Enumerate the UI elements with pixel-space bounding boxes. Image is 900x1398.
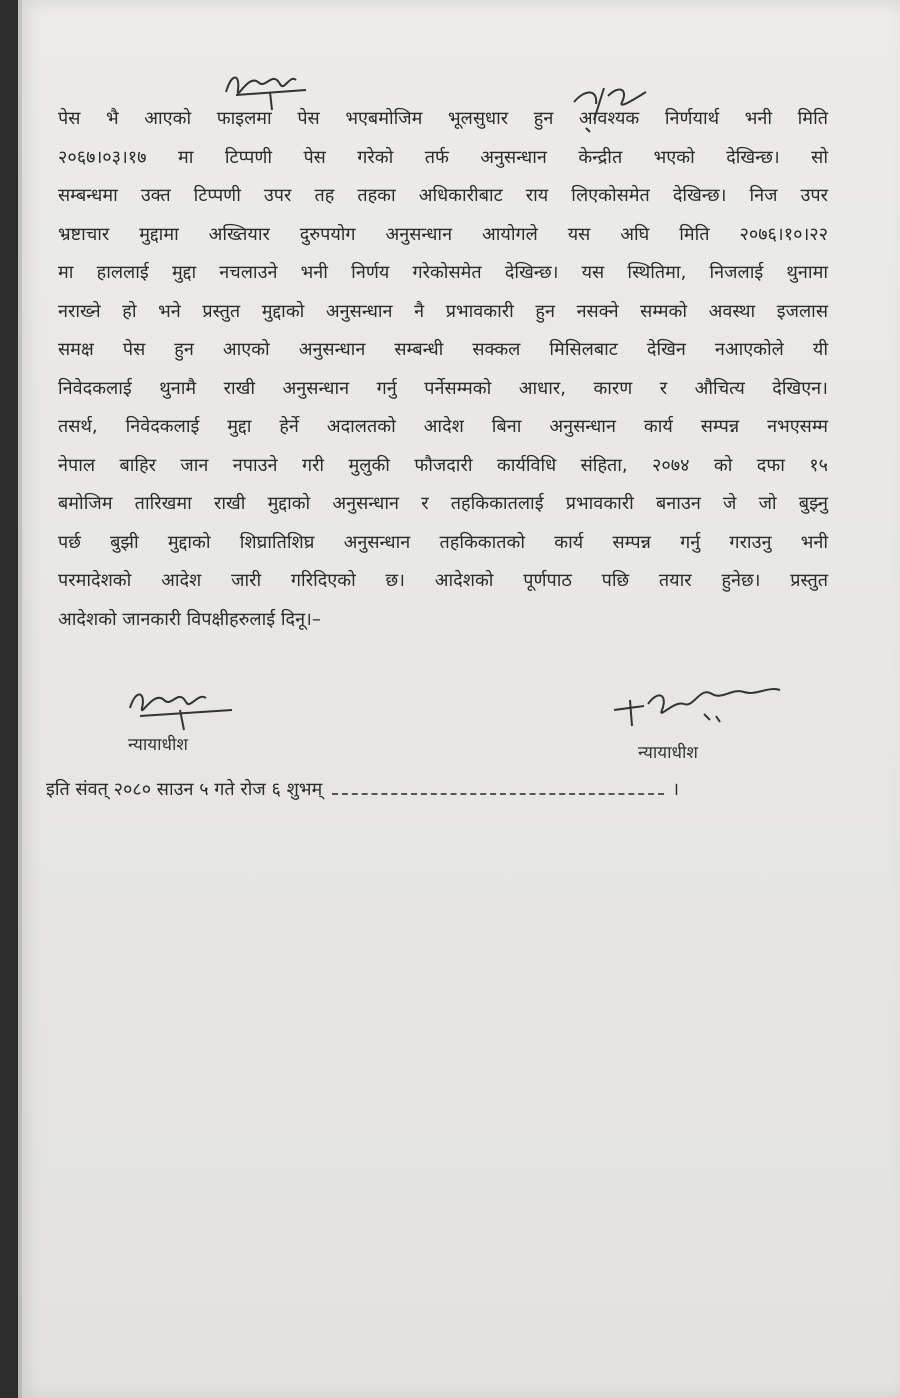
signature-left-mark xyxy=(120,680,240,735)
text-line: मा हाललाई मुद्दा नचलाउने भनी निर्णय गरेकोसमेत देखिन्छ। यस स्थितिमा, निजलाई थुनामा xyxy=(58,262,828,283)
text-line: परमादेशको आदेश जारी गरिदिएको छ। आदेशको पूर्णपाठ पछि तयार हुनेछ। प्रस्तुत xyxy=(58,570,828,591)
closing-line xyxy=(46,777,679,801)
text-line: समक्ष पेस हुन आएको अनुसन्धान सम्बन्धी सक्कल मिसिलबाट देखिन नआएकोले यी xyxy=(58,339,828,360)
text-line: बमोजिम तारिखमा राखी मुद्दाको अनुसन्धान र तहकिकातलाई प्रभावकारी बनाउन जे जो बुझ्नु xyxy=(58,493,828,514)
text-line: पर्छ बुझी मुद्दाको शिघ्रातिशिघ्र अनुसन्धान तहकिकातको कार्य सम्पन्न गर्नु गराउनु भनी xyxy=(58,531,828,553)
text-line: निवेदकलाई थुनामै राखी अनुसन्धान गर्नु पर्नेसम्मको आधार, कारण र औचित्य देखिएन। xyxy=(58,377,828,399)
text-line: पेस भै आएको फाइलमा पेस भएबमोजिम भूलसुधार हुन आवश्यक निर्णयार्थ भनी मिति xyxy=(58,108,828,129)
text-line: आदेशको जानकारी विपक्षीहरुलाई दिनू।– xyxy=(58,608,321,630)
order-body-text xyxy=(58,100,828,639)
dotted-fill-line xyxy=(332,783,664,795)
text-line: २०६७।०३।१७ मा टिप्पणी पेस गरेको तर्फ अनुसन्धान केन्द्रीत भएको देखिन्छ। सो xyxy=(58,146,828,168)
closing-end-mark: । xyxy=(672,779,680,800)
page-fold-shadow xyxy=(18,0,22,1398)
text-line: नेपाल बाहिर जान नपाउने गरी मुलुकी फौजदारी कार्यविधि संहिता, २०७४ को दफा १५ xyxy=(58,454,828,476)
text-line: तसर्थ, निवेदकलाई मुद्दा हेर्ने अदालतको आदेश बिना अनुसन्धान कार्य सम्पन्न नभएसम्म xyxy=(58,416,828,437)
signature-right-mark xyxy=(608,680,788,740)
text-line: सम्बन्धमा उक्त टिप्पणी उपर तह तहका अधिकारीबाट राय लिएकोसमेत देखिन्छ। निज उपर xyxy=(58,185,828,206)
judge-title-left: न्यायाधीश xyxy=(128,735,188,755)
judge-title-right: न्यायाधीश xyxy=(638,743,698,763)
document-page xyxy=(18,0,900,1398)
closing-text: इति संवत् २०८० साउन ५ गते रोज ६ शुभम् xyxy=(46,779,323,800)
text-line: भ्रष्टाचार मुद्दामा अख्तियार दुरुपयोग अनुसन्धान आयोगले यस अघि मिति २०७६।१०।२२ xyxy=(58,223,828,245)
text-line: नराख्ने हो भने प्रस्तुत मुद्दाको अनुसन्धान नै प्रभावकारी हुन नसक्ने सम्मको अवस्था इजलास xyxy=(58,300,828,322)
